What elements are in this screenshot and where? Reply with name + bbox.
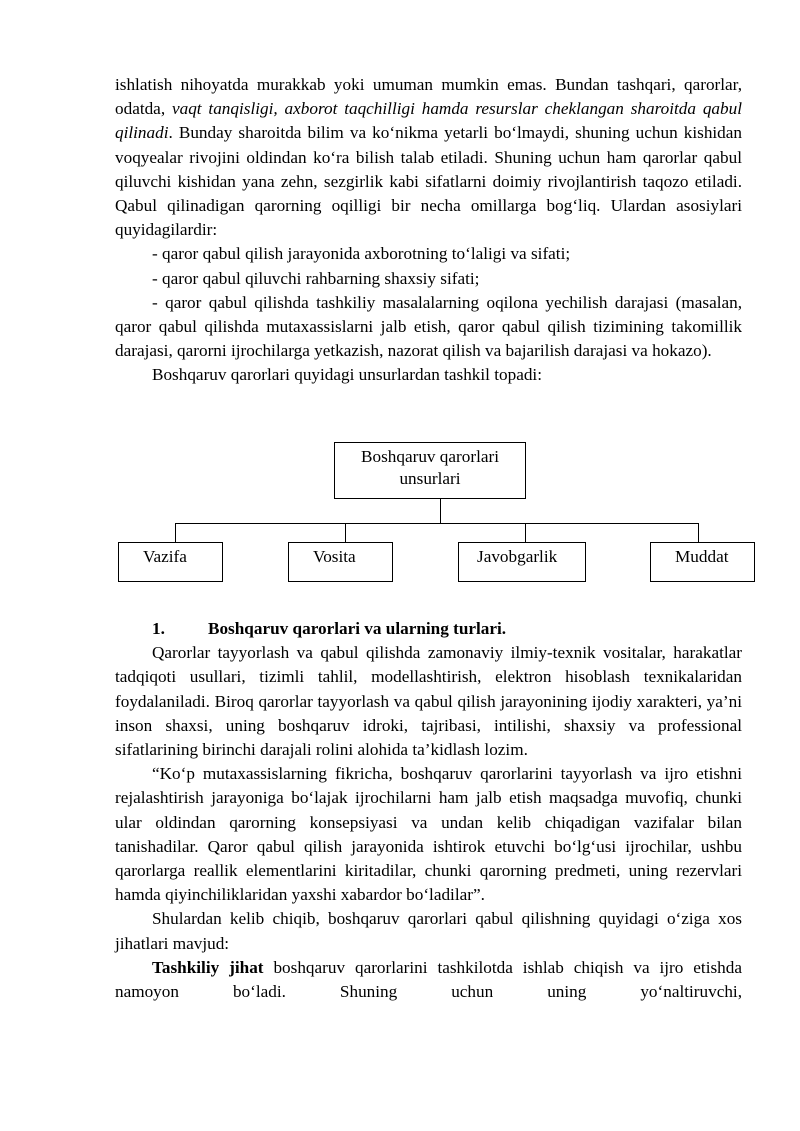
- diagram-box-vazifa: Vazifa: [118, 542, 223, 582]
- list-item-leader-quality: - qaror qabul qiluvchi rahbarning shaxsiy sifati;: [152, 268, 480, 288]
- diagram-box-javobgarlik: Javobgarlik: [458, 542, 586, 582]
- connector-to-vazifa: [175, 523, 176, 542]
- diagram-root-label-line2: unsurlari: [399, 469, 461, 488]
- connector-horizontal-bar: [175, 523, 699, 524]
- section-heading: [152, 617, 779, 641]
- paragraph-methods: Qarorlar tayyorlash va qabul qilishda zamonaviy ilmiy-texnik vositalar, harakatlar tadqiqoti usullari, tizimli tahlil, modellashtirish, elektron hisoblash texnikalaridan foydalaniladi. Biroq qarorlar tayyorlash va qabul qilish jarayonining ijodiy xarakteri, ya’ni inson shaxsi, uning boshqaruv idroki, tajribasi, intilishi, shaxsiy va professional sifatlarining birinchi darajali rolini alohida ta’kidlash lozim.: [115, 643, 742, 760]
- paragraph-text: ishlatish nihoyatda murakkab yoki umuman mumkin emas. Bundan tashqari, qarorlar, odatda,: [115, 75, 742, 119]
- connector-root-vertical: [440, 499, 441, 523]
- italic-emphasis: vaqt tanqisligi, axborot taqchilligi hamda resurslar cheklangan sharoitda qabul qilinadi: [115, 99, 742, 143]
- list-item-organizational: - qaror qabul qilishda tashkiliy masalalarning oqilona yechilish darajasi (masalan, qaror qabul qilishda mutaxassislarni jalb etish, qaror qabul qilish tizimining takomillik darajasi, qarorni ijrochilarga yetkazish, nazorat qilish va bajarilish darajasi va hokazo).: [115, 292, 742, 361]
- paragraph-text: boshqaruv qarorlarini tashkilotda ishlab chiqish va ijro etishda namoyon bo‘ladi. Shuning uchun uning yo‘naltiruvchi,: [115, 957, 742, 1002]
- paragraph-quote: “Ko‘p mutaxassislarning fikricha, boshqaruv qarorlarini tayyorlash va ijro etishni rejalashtirish jarayoniga bo‘lajak ijrochilarni ham jalb etish maqsadga muvofiq, chunki ular oldindan qarorning konsepsiyasi va undan kelib chiqadigan vazifalar bilan tanishadilar. Qaror qabul qilish jarayonida ishtirok etuvchi bo‘lg‘usi ijrochilar, ushbu qarorlarga reallik elementlarini kiritadilar, chunki qarorning predmeti, uning rezervlari hamda qiyinchiliklaridan yaxshi xabardor bo‘ladilar”.: [115, 764, 742, 905]
- connector-to-vosita: [345, 523, 346, 542]
- list-item-information: - qaror qabul qilish jarayonida axborotning to‘laligi va sifati;: [152, 244, 571, 264]
- paragraph-intro-elements: Boshqaruv qarorlari quyidagi unsurlardan tashkil topadi:: [152, 365, 542, 385]
- connector-to-muddat: [698, 523, 699, 542]
- connector-to-javobgarlik: [525, 523, 526, 542]
- diagram-box-muddat: Muddat: [650, 542, 755, 582]
- section-number: 1.: [152, 619, 165, 638]
- diagram-root-box: [334, 442, 526, 499]
- section-title: Boshqaruv qarorlari va ularning turlari.: [208, 619, 507, 638]
- diagram-root-label-line1: Boshqaruv qarorlari: [361, 447, 499, 466]
- paragraph-organizational-aspect: [115, 956, 742, 1004]
- text-block-bottom: [115, 617, 742, 1004]
- bold-term: Tashkiliy jihat: [152, 957, 264, 977]
- paragraph-text: . Bunday sharoitda bilim va ko‘nikma yetarli bo‘lmaydi, shuning uchun kishidan voqyealar rivojini oldindan ko‘ra bilish talab etiladi. Shuning uchun ham qarorlar qabul qiluvchi kishidan yana zehn, sezgirlik kabi sifatlarni doimiy rivojlantirish taqozo etiladi. Qabul qilinadigan qarorning oqilligi bir necha omillarga bog‘liq. Ulardan asosiylari quyidagilardir:: [115, 123, 742, 240]
- diagram-box-vosita: Vosita: [288, 542, 393, 582]
- paragraph-features-intro: Shulardan kelib chiqib, boshqaruv qarorlari qabul qilishning quyidagi o‘ziga xos jihatlari mavjud:: [115, 909, 742, 953]
